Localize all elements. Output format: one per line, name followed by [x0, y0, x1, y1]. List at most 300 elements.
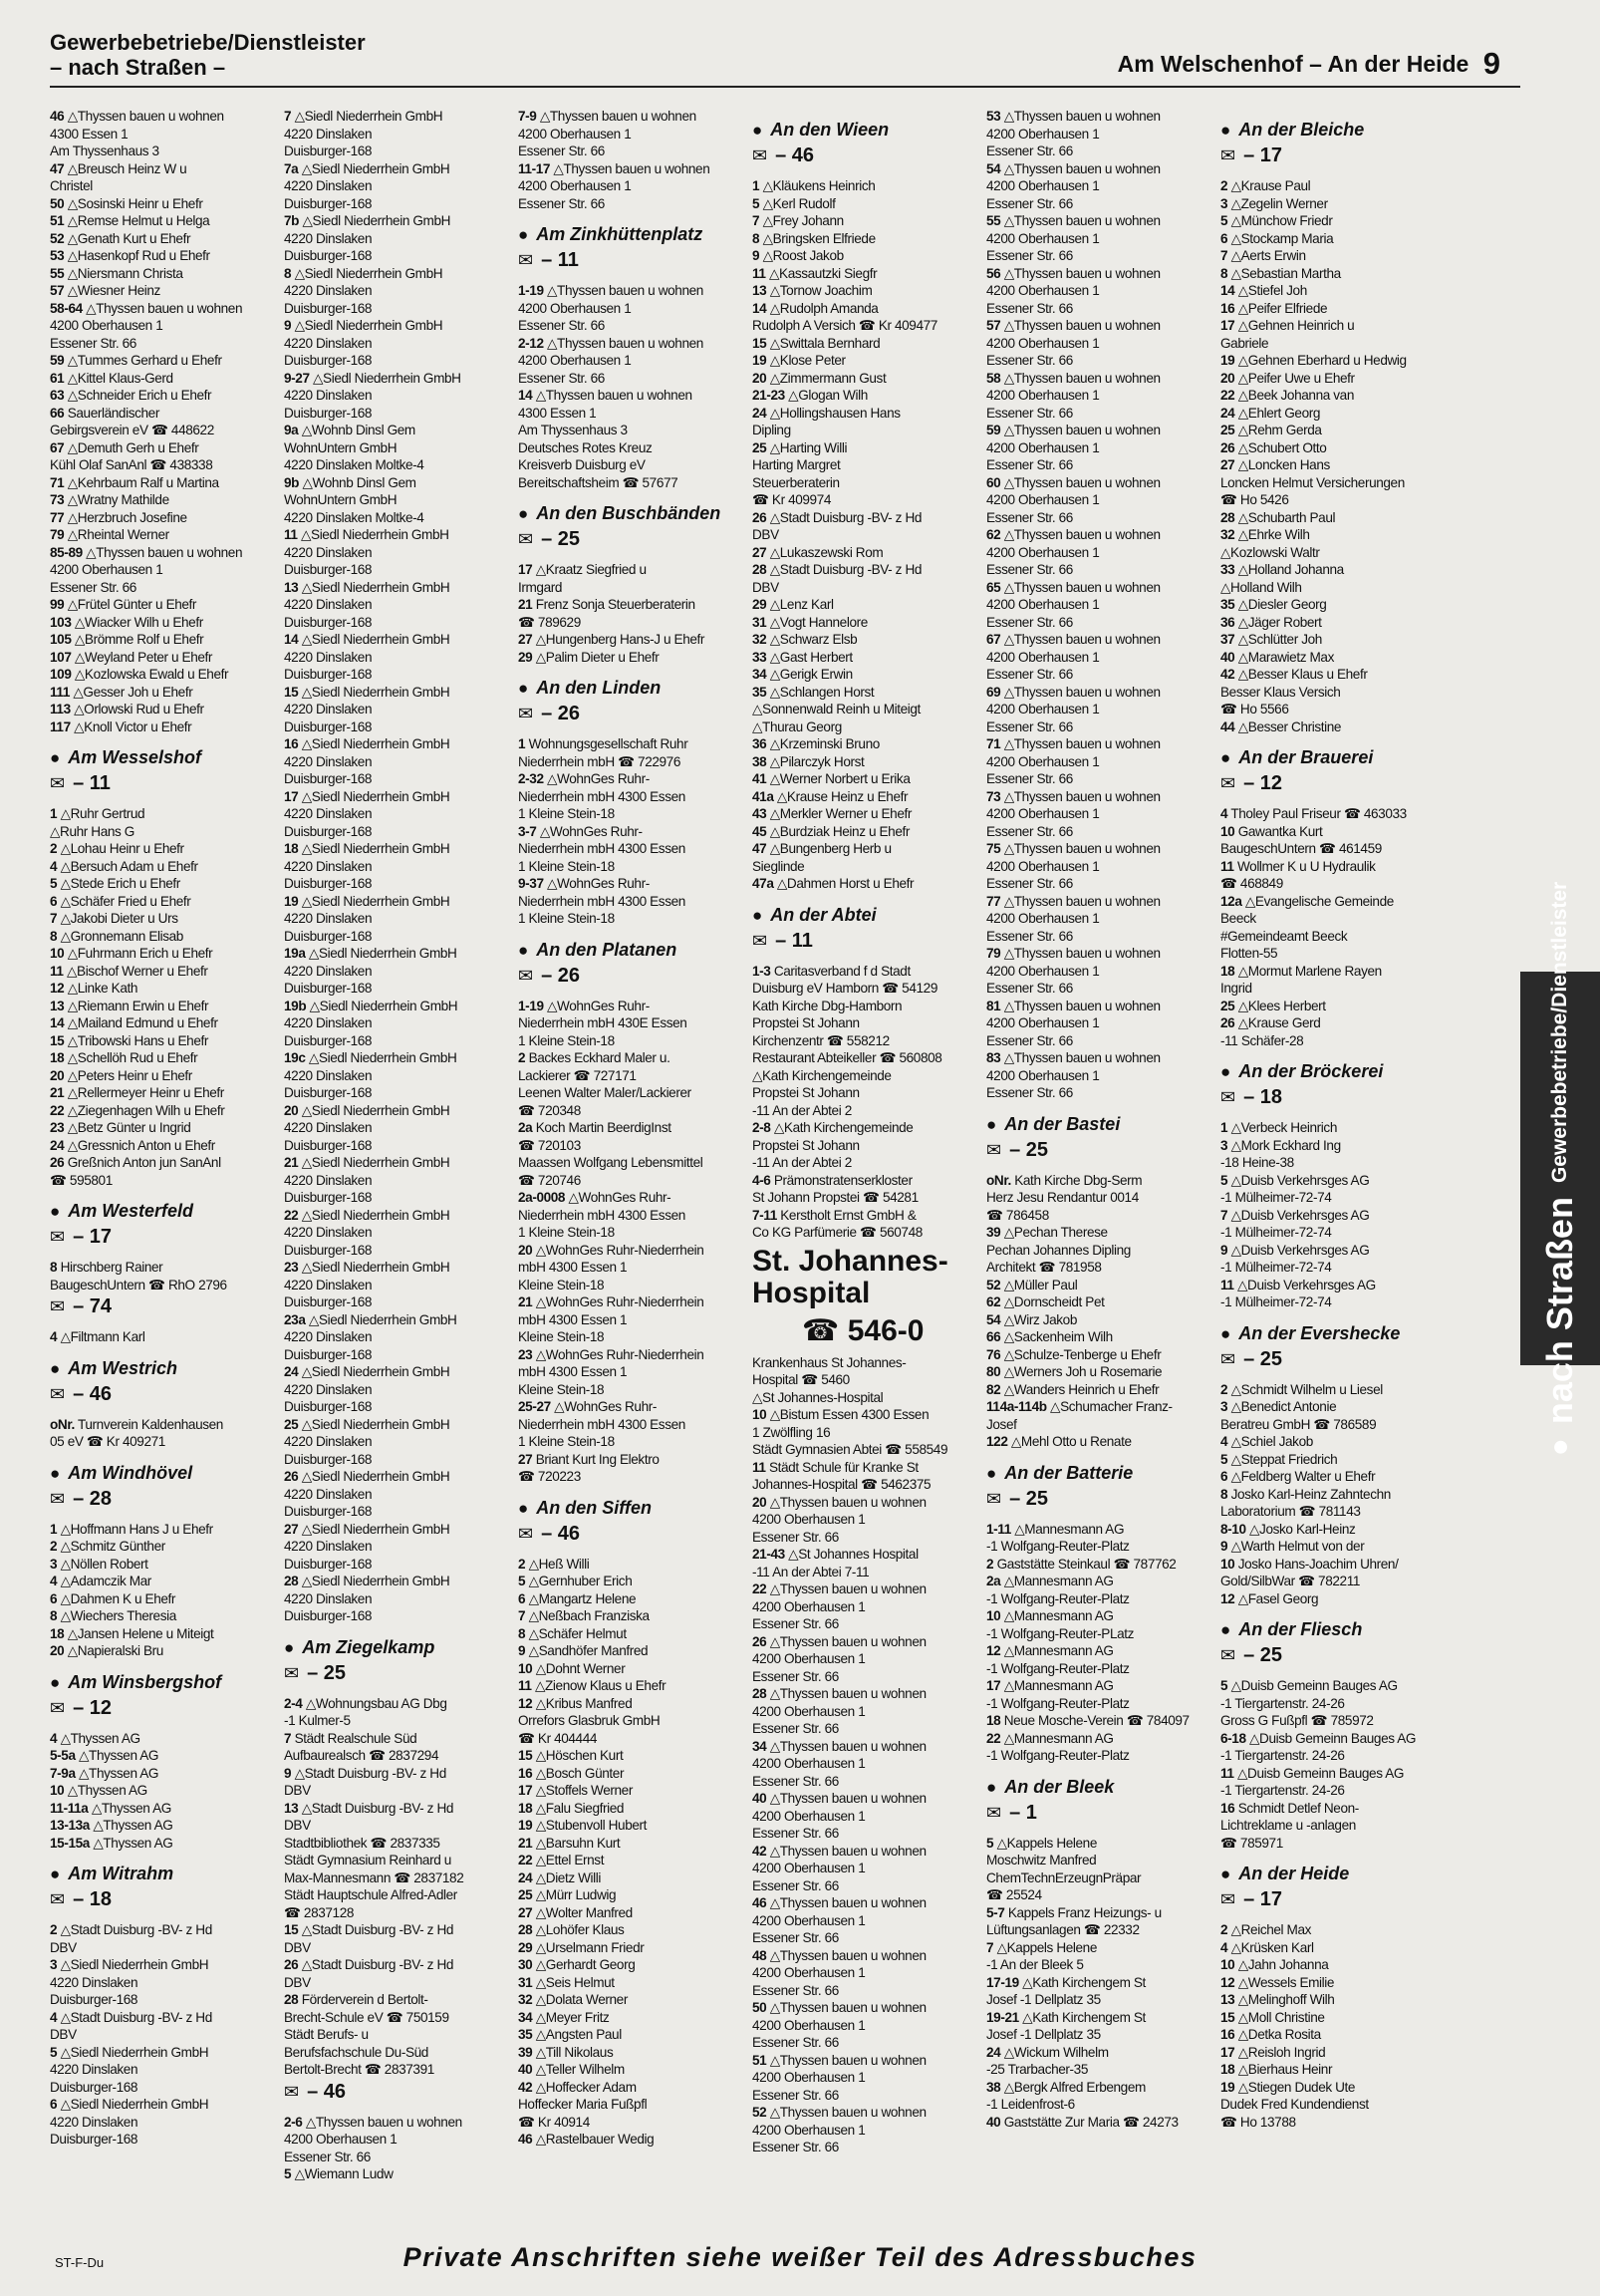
header-range: Am Welschenhof – An der Heide: [1117, 51, 1469, 77]
house-number: 42: [1220, 667, 1235, 682]
house-number: 40: [986, 2114, 1001, 2130]
envelope-icon: ✉: [50, 1383, 66, 1404]
entry-text: Stadtbibliothek ☎ 2837335: [284, 1835, 440, 1851]
entry-text: △WohnGes Ruhr-Niederrhein mbH 4300 Essen 1 Kleine Stein-18: [518, 1242, 704, 1292]
house-number: 9: [752, 248, 760, 263]
directory-entry: [1220, 1956, 1445, 1974]
house-number: 4: [50, 1574, 58, 1588]
directory-entry: [1220, 1765, 1445, 1800]
directory-entry: [50, 300, 274, 353]
house-number: 59: [50, 353, 65, 368]
entry-text: △Krüsken Karl: [1230, 1939, 1314, 1955]
house-number: 40: [752, 1791, 767, 1806]
directory-entry: [1220, 439, 1445, 457]
entry-text: △Kläukens Heinrich: [762, 178, 876, 193]
house-number: 23: [50, 1120, 65, 1135]
directory-entry: [752, 1067, 976, 1120]
house-number: 10: [518, 1660, 533, 1676]
entry-text: △Thyssen bauen u wohnen 4200 Oberhausen 1 Essener Str. 66: [986, 1050, 1161, 1100]
postal-district: [50, 1383, 274, 1406]
directory-entry: [284, 1259, 508, 1311]
directory-entry: [1220, 1991, 1445, 2009]
house-number: 105: [50, 632, 72, 647]
directory-entry: [1220, 230, 1445, 248]
house-number: 50: [752, 2000, 767, 2015]
directory-entry: [752, 684, 976, 702]
entry-text: △Merkler Werner u Ehefr: [769, 806, 912, 821]
entry-text: △Schlangen Horst: [769, 684, 875, 700]
directory-entry: [50, 247, 274, 265]
entry-text: △Siedl Niederrhein GmbH 4220 Dinslaken Duisburger-168: [284, 579, 450, 630]
directory-entry: [752, 282, 976, 300]
entry-text: △Dolata Werner: [535, 1992, 628, 2007]
house-number: 83: [986, 1050, 1001, 1065]
entry-text: △WohnGes Ruhr- Niederrhein mbH 4300 Essen 1 Kleine Stein-18: [518, 876, 685, 926]
street-heading: ● An der Bleek: [986, 1777, 1210, 1798]
directory-entry: [50, 980, 274, 998]
section-tab[interactable]: [1520, 881, 1600, 1456]
entry-text: △WohnGes Ruhr- Niederrhein mbH 4300 Essen 1 Kleine Stein-18: [518, 771, 685, 821]
directory-entry: [752, 1580, 976, 1633]
street-heading: ● An den Siffen: [518, 1498, 742, 1519]
house-number: 34: [752, 1738, 767, 1754]
postal-district-value: – 25: [1243, 1644, 1283, 1666]
house-number: 22: [284, 1207, 299, 1223]
entry-text: △Mannesmann AG -1 Wolfgang-Reuter-Platz: [986, 1574, 1130, 1606]
house-number: 35: [1220, 597, 1235, 612]
entry-text: △Stadt Duisburg -BV- z Hd DBV: [284, 1957, 454, 1990]
house-number: 12a: [1220, 893, 1242, 909]
postal-district-value: – 46: [307, 2080, 347, 2103]
entry-text: Kerstholt Ernst GmbH & Co KG Parfümerie ☎ 560748: [752, 1207, 923, 1240]
directory-entry: [752, 1685, 976, 1738]
directory-entry: [50, 858, 274, 876]
directory-entry: [1220, 1521, 1445, 1539]
directory-entry: [752, 1546, 976, 1580]
entry-text: △Pechan Therese: [1003, 1225, 1108, 1240]
entry-text: Hoffecker Maria Fußpfl ☎ Kr 40914: [518, 2097, 648, 2130]
entry-text: △Diesler Georg: [1237, 597, 1327, 612]
directory-entry: [284, 1695, 508, 1730]
directory-entry: [752, 631, 976, 649]
house-number: 31: [752, 614, 767, 630]
directory-entry: [50, 544, 274, 597]
entry-text: △Thyssen bauen u wohnen 4200 Oberhausen 1 Essener Str. 66: [986, 788, 1161, 839]
directory-entry: [518, 875, 742, 928]
house-number: 3: [1220, 1137, 1228, 1153]
house-number: 19: [284, 893, 299, 909]
directory-entry: [986, 1049, 1210, 1102]
directory-entry: [284, 735, 508, 788]
entry-text: △Stadt Duisburg -BV- z Hd DBV: [50, 1922, 212, 1955]
directory-entry: [752, 352, 976, 370]
house-number: 2: [518, 1556, 526, 1572]
directory-entry: [986, 840, 1210, 893]
house-number: 55: [986, 213, 1001, 228]
entry-text: △Barsuhn Kurt: [535, 1835, 621, 1851]
directory-entry: [1220, 282, 1445, 300]
entry-text: Schmidt Detlef Neon- Lichtreklame u -anlagen ☎ 785971: [1220, 1800, 1359, 1851]
directory-entry: [284, 579, 508, 632]
entry-text: △Wiemann Ludw: [294, 2166, 394, 2181]
entry-text: △Mangartz Helene: [528, 1590, 637, 1606]
house-number: 61: [50, 370, 65, 386]
directory-entry: [518, 649, 742, 667]
house-number: 99: [50, 597, 65, 612]
house-number: 15: [50, 1032, 65, 1048]
entry-text: △Schneider Erich u Ehefr: [67, 388, 212, 403]
directory-entry: [518, 1189, 742, 1242]
directory-entry: [986, 1677, 1210, 1712]
house-number: 2-8: [752, 1120, 771, 1135]
entry-text: △Meyer Fritz: [535, 2009, 610, 2025]
house-number: 15: [284, 684, 299, 700]
directory-entry: [518, 823, 742, 876]
directory-entry: [518, 108, 742, 160]
directory-entry: [1220, 526, 1445, 544]
house-number: 73: [986, 788, 1001, 804]
directory-entry: [284, 1573, 508, 1625]
directory-entry: [50, 1607, 274, 1625]
featured-entry-phone: ☎ 546-0: [802, 1313, 925, 1347]
entry-text: Backes Eckhard Maler u. Lackierer ☎ 727171: [518, 1050, 670, 1083]
directory-entry: [284, 840, 508, 893]
house-number: 7-9a: [50, 1765, 76, 1781]
house-number: 6: [50, 893, 58, 909]
entry-text: △Sackenheim Wilh: [1003, 1329, 1113, 1344]
house-number: 25: [752, 439, 767, 455]
entry-text: Besser Klaus Versich ☎ Ho 5566: [1220, 684, 1341, 717]
directory-entry: [50, 1590, 274, 1608]
directory-entry: [50, 1625, 274, 1643]
postal-district: [986, 1488, 1210, 1511]
directory-entry: [1220, 352, 1445, 370]
entry-text: △Thyssen bauen u wohnen 4200 Oberhausen 1 Essener Str. 66: [752, 2105, 927, 2154]
house-number: 47a: [752, 876, 774, 891]
entry-text: △Thyssen AG: [93, 1835, 173, 1851]
directory-entry: [986, 1381, 1210, 1399]
entry-text: △Thyssen AG: [91, 1800, 171, 1816]
entry-text: △Mürr Ludwig: [535, 1887, 617, 1902]
entry-text: △Pilarczyk Horst: [769, 753, 865, 769]
envelope-icon: ✉: [1220, 1348, 1236, 1369]
directory-entry: [284, 1991, 508, 2026]
entry-text: △Moll Christine: [1237, 2009, 1325, 2025]
house-number: 26: [752, 1633, 767, 1649]
directory-entry: [518, 1242, 742, 1294]
entry-text: △WohnGes Ruhr-Niederrhein mbH 4300 Essen 1 Kleine Stein-18: [518, 1294, 704, 1344]
directory-entry: [50, 875, 274, 893]
directory-entry: [752, 561, 976, 596]
house-number: 15: [518, 1748, 533, 1763]
entry-text: △Stadt Duisburg -BV- z Hd DBV: [50, 2009, 212, 2042]
house-number: 17: [284, 788, 299, 804]
directory-entry: [986, 1224, 1210, 1242]
entry-text: △Ehlert Georg: [1237, 405, 1321, 421]
entry-text: △Evangelische Gemeinde Beeck #Gemeindeamt Beeck Flotten-55: [1220, 893, 1394, 961]
entry-text: △Siedl Niederrhein GmbH 4220 Dinslaken Duisburger-168: [284, 1102, 450, 1153]
column-2: [284, 108, 518, 2230]
directory-entry: [752, 788, 976, 806]
entry-text: △Orlowski Rud u Ehefr: [74, 702, 204, 717]
directory-entry: [518, 387, 742, 439]
house-number: 5: [50, 2044, 58, 2060]
house-number: 21: [518, 1835, 533, 1851]
house-number: 1: [518, 736, 526, 751]
entry-text: △Thyssen AG: [67, 1783, 147, 1798]
postal-district-value: – 12: [73, 1696, 113, 1719]
entry-text: △WohnGes Ruhr- Niederrhein mbH 4300 Essen 1 Kleine Stein-18: [518, 1190, 685, 1240]
house-number: 18: [50, 1625, 65, 1641]
directory-entry: [1220, 823, 1445, 858]
entry-text: Prämonstratenserkloster St Johann Propstei ☎ 54281: [752, 1172, 919, 1205]
directory-entry: [50, 1765, 274, 1783]
directory-entry: [518, 596, 742, 631]
entry-text: △Wessels Emilie: [1237, 1974, 1335, 1990]
postal-district-value: – 25: [1009, 1138, 1049, 1161]
house-number: 50: [50, 195, 65, 211]
house-number: 1-3: [752, 963, 771, 979]
entry-text: △Niersmann Christa: [67, 265, 183, 281]
directory-entry: [986, 1852, 1210, 1904]
entry-text: △Zegelin Werner: [1230, 195, 1328, 211]
entry-text: △Thyssen bauen u wohnen 4200 Oberhausen 1 Essener Str. 66: [986, 474, 1161, 525]
entry-text: △Thyssen bauen u wohnen 4200 Oberhausen 1 Essener Str. 66: [752, 1895, 927, 1945]
house-number: 17: [518, 562, 533, 577]
entry-text: △Klees Herbert: [1237, 998, 1326, 1013]
house-number: 38: [752, 753, 767, 769]
house-number: 4: [1220, 806, 1228, 821]
envelope-icon: ✉: [986, 1802, 1002, 1823]
directory-entry: [1220, 561, 1445, 579]
entry-text: △Müller Paul: [1003, 1277, 1078, 1292]
house-number: 113: [50, 702, 71, 717]
entry-text: △Falu Siegfried: [535, 1800, 625, 1816]
directory-entry: [1220, 370, 1445, 388]
postal-district-value: – 28: [73, 1487, 113, 1510]
entry-text: Harting Margret Steuerberaterin ☎ Kr 409974: [752, 457, 841, 507]
entry-text: △Thyssen bauen u wohnen 4200 Oberhausen 1 Essener Str. 66: [752, 1738, 927, 1789]
entry-text: △Schwarz Elsb: [769, 632, 858, 647]
postal-district: [1220, 1644, 1445, 1667]
directory-entry: [986, 1293, 1210, 1311]
directory-entry: [50, 1956, 274, 2009]
house-number: 18: [1220, 2062, 1235, 2077]
directory-entry: [1220, 2061, 1445, 2079]
entry-text: △Fasel Georg: [1237, 1590, 1319, 1606]
envelope-icon: ✉: [50, 1227, 66, 1247]
house-number: 58: [986, 370, 1001, 386]
directory-entry: [986, 212, 1210, 265]
entry-text: △Feldberg Walter u Ehefr: [1230, 1469, 1376, 1484]
house-number: 9-27: [284, 370, 310, 386]
entry-text: △Kath Kirchengemeinde Propstei St Johann -11 An der Abtei 2: [752, 1067, 892, 1118]
entry-text: △Roost Jakob: [762, 248, 844, 263]
directory-entry: [518, 1642, 742, 1660]
entry-text: △Wohnb Dinsl Gem WohnUntern GmbH 4220 Dinslaken Moltke-4: [284, 423, 424, 472]
entry-text: △Swittala Bernhard: [769, 335, 881, 351]
directory-entry: [752, 1738, 976, 1791]
entry-text: △Tummes Gerhard u Ehefr: [67, 353, 222, 368]
house-number: 2-32: [518, 771, 544, 786]
directory-entry: [284, 1521, 508, 1574]
house-number: 8: [1220, 265, 1228, 281]
entry-text: △Reisloh Ingrid: [1237, 2044, 1326, 2060]
house-number: 13-13a: [50, 1818, 90, 1833]
directory-entry: [50, 1521, 274, 1539]
house-number: 7: [986, 1939, 994, 1955]
entry-text: Kappels Franz Heizungs- u Lüftungsanlagen ☎ 22332: [986, 1904, 1162, 1937]
directory-entry: [752, 1172, 976, 1207]
house-number: 34: [752, 667, 767, 682]
directory-entry: [518, 1782, 742, 1800]
directory-entry: [986, 1363, 1210, 1381]
directory-entry: [752, 1207, 976, 1242]
house-number: 7b: [284, 213, 300, 228]
directory-entry: [1220, 1800, 1445, 1853]
house-number: 54: [986, 1311, 1001, 1327]
entry-text: △Wirz Jakob: [1003, 1311, 1077, 1327]
entry-text: △Marawietz Max: [1237, 649, 1334, 665]
house-number: 12: [1220, 1974, 1235, 1990]
house-number: 1-19: [518, 998, 544, 1013]
entry-text: △Krause Heinz u Ehefr: [776, 788, 909, 804]
house-number: 66: [50, 405, 65, 421]
directory-entry: [752, 265, 976, 283]
entry-text: △Wickum Wilhelm -25 Trarbacher-35: [986, 2044, 1109, 2077]
house-number: 81: [986, 998, 1001, 1013]
entry-text: △Kerl Rudolf: [762, 195, 836, 211]
directory-entry: [518, 2044, 742, 2062]
house-number: 11: [752, 265, 766, 281]
directory-entry: [1220, 1974, 1445, 1992]
entry-text: △Siedl Niederrhein GmbH 4220 Dinslaken Duisburger-168: [284, 1311, 457, 1362]
house-number: 15: [1220, 2009, 1235, 2025]
entry-text: △Thyssen bauen u wohnen 4200 Oberhausen 1 Essener Str. 66: [986, 893, 1161, 944]
postal-district-value: – 25: [1009, 1487, 1049, 1510]
entry-text: △Thyssen AG: [79, 1765, 159, 1781]
entry-text: △Ruhr Hans G: [50, 823, 134, 839]
postal-district-value: – 25: [307, 1661, 347, 1684]
house-number: 9: [284, 1765, 292, 1781]
entry-text: △Angsten Paul: [535, 2027, 622, 2042]
house-number: 8: [50, 1608, 58, 1623]
directory-entry: [1220, 456, 1445, 474]
house-number: 59: [986, 423, 1001, 437]
house-number: 117: [50, 718, 71, 734]
entry-text: △Schlütter Joh: [1237, 632, 1322, 647]
house-number: 65: [986, 579, 1001, 595]
entry-text: Sauerländischer Gebirgsverein eV ☎ 448622: [50, 405, 214, 437]
house-number: 2a-0008: [518, 1190, 566, 1205]
house-number: 8: [50, 928, 58, 944]
entry-text: △Thyssen bauen u wohnen 4300 Essen 1 Am Thyssenhaus 3: [50, 109, 224, 158]
directory-entry: [752, 770, 976, 788]
envelope-icon: ✉: [1220, 1889, 1236, 1909]
directory-entry: [50, 840, 274, 858]
house-number: 52: [986, 1277, 1001, 1292]
house-number: 35: [518, 2027, 533, 2042]
entry-text: △Seis Helmut: [535, 1974, 615, 1990]
entry-text: △Stiefel Joh: [1237, 283, 1307, 298]
directory-entry: [986, 998, 1210, 1050]
directory-entry: [518, 1817, 742, 1835]
bullet-icon: ●: [1543, 1437, 1577, 1456]
house-number: 2: [1220, 178, 1228, 193]
house-number: 8-10: [1220, 1521, 1246, 1537]
entry-text: △Mannesmann AG -1 Wolfgang-Reuter-Platz: [986, 1521, 1130, 1554]
house-number: 22: [986, 1730, 1001, 1746]
postal-district: [50, 1226, 274, 1249]
house-number: 80: [986, 1364, 1001, 1379]
entry-text: △Schubert Otto: [1237, 439, 1327, 455]
column-5: [986, 108, 1220, 2230]
house-number: 12: [50, 981, 65, 996]
entry-text: △Warth Helmut von der: [1230, 1539, 1365, 1554]
directory-entry: [1220, 596, 1445, 614]
entry-text: △Duisb Verkehrsges AG -1 Mülheimer-72-74: [1220, 1277, 1376, 1309]
house-number: 20: [50, 1067, 65, 1083]
directory-entry: [284, 2114, 508, 2166]
entry-text: △Duisb Verkehrsges AG -1 Mülheimer-72-74: [1220, 1207, 1370, 1240]
directory-entry: [284, 1956, 508, 1991]
house-number: 26: [752, 509, 767, 525]
entry-text: Tholey Paul Friseur ☎ 463033: [1230, 806, 1407, 821]
entry-text: △Siedl Niederrhein GmbH 4220 Dinslaken Duisburger-168: [284, 1469, 450, 1519]
entry-text: Greßnich Anton jun SanAnl ☎ 595801: [50, 1155, 221, 1188]
entry-text: △Teller Wilhelm: [535, 2062, 625, 2077]
house-number: 9b: [284, 474, 300, 490]
street-heading: ● Am Witrahm: [50, 1864, 274, 1884]
envelope-icon: ✉: [1220, 773, 1236, 793]
entry-text: △Siedl Niederrhein GmbH 4220 Dinslaken Duisburger-168: [284, 527, 449, 577]
entry-text: △Thyssen bauen u wohnen 4200 Oberhausen 1 Essener Str. 66: [986, 736, 1161, 786]
postal-district-value: – 17: [73, 1226, 113, 1248]
directory-entry: [50, 1817, 274, 1835]
entry-text: △Napieralski Bru: [67, 1643, 163, 1658]
entry-text: △Siedl Niederrhein GmbH 4220 Dinslaken Duisburger-168: [284, 1260, 450, 1309]
house-number: 12: [986, 1643, 1001, 1658]
directory-entry: [50, 1730, 274, 1748]
directory-entry: [284, 212, 508, 265]
street-heading: ● An der Bröckerei: [1220, 1061, 1445, 1082]
house-number: 14: [518, 388, 533, 403]
directory-entry: [1220, 405, 1445, 423]
house-number: 8: [518, 1625, 526, 1641]
directory-entry: [518, 1607, 742, 1625]
house-number: 13: [752, 283, 767, 298]
directory-entry: [284, 1835, 508, 1853]
envelope-icon: ✉: [1220, 1645, 1236, 1665]
house-number: 11: [50, 963, 64, 979]
house-number: 111: [50, 684, 70, 700]
directory-entry: [986, 945, 1210, 998]
entry-text: △Duisb Verkehrsges AG -1 Mülheimer-72-74: [1220, 1242, 1370, 1275]
house-number: 10: [1220, 823, 1235, 839]
house-number: 76: [986, 1346, 1001, 1362]
house-number: 36: [752, 736, 767, 751]
entry-text: △Thyssen AG: [93, 1818, 173, 1833]
house-number: 20: [1220, 370, 1235, 386]
entry-text: △Filtmann Karl: [60, 1329, 145, 1344]
house-number: 22: [1220, 388, 1235, 403]
directory-entry: [752, 963, 976, 998]
postal-district-value: – 11: [775, 929, 813, 952]
directory-entry: [986, 526, 1210, 579]
directory-entry: [518, 2061, 742, 2079]
house-number: 19: [1220, 353, 1235, 368]
house-number: 33: [1220, 562, 1235, 577]
